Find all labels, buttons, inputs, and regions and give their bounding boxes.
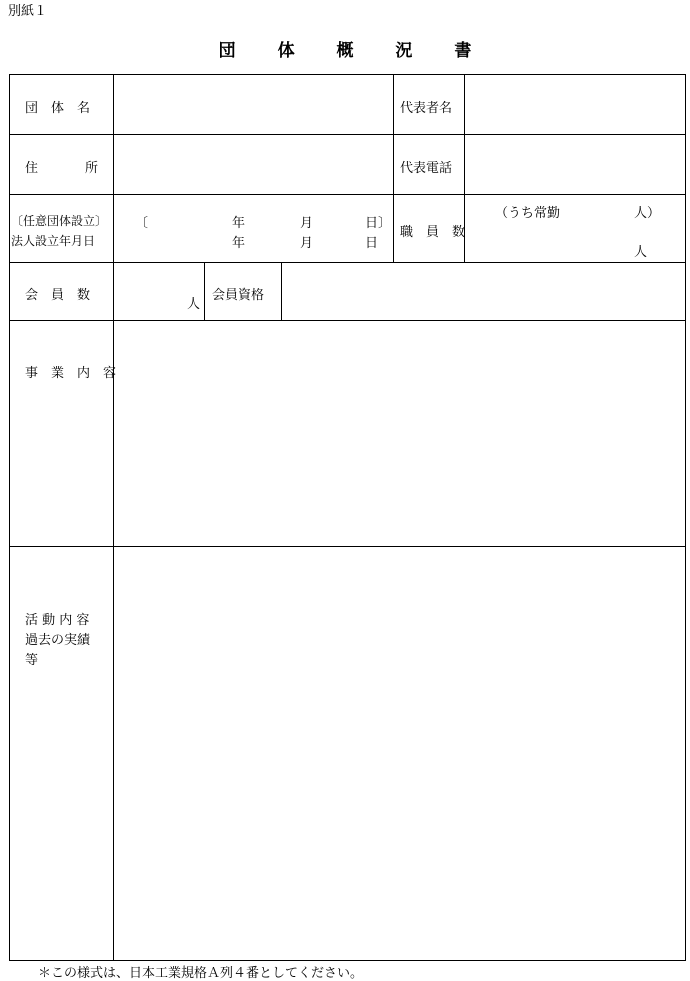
rep-phone-label: 代表電話 [400,161,453,176]
address-field[interactable] [115,136,392,193]
footnote: ＊この様式は、日本工業規格Ａ列４番としてください。 [38,966,364,981]
title-char: 団 [218,41,236,61]
year-label: 年 [232,216,246,231]
staff-count-label: 職 員 数 [400,225,466,240]
staff-unit: 人 [634,245,648,260]
day-bracket-close: 日〕 [365,216,392,231]
year-label: 年 [232,236,246,251]
member-qualification-field[interactable] [283,264,684,319]
activity-content-field[interactable] [115,548,684,959]
member-count-label: 会 員 数 [25,288,91,303]
representative-field[interactable] [466,76,684,133]
staff-fulltime-label: （うち常勤 [495,206,561,221]
staff-fulltime-unit: 人） [634,206,661,221]
representative-label: 代表者名 [400,101,453,116]
business-content-label: 事 業 内 容 [25,366,117,381]
member-unit: 人 [187,297,201,312]
title-char: 況 [395,41,413,61]
est-label-line2: 法人設立年月日 [11,234,96,248]
activity-label-line1: 活 動 内 容 [25,613,90,628]
business-content-field[interactable] [115,322,684,545]
title-char: 体 [277,41,295,61]
activity-label-line2: 過去の実績 [25,633,91,648]
address-label-char: 所 [85,161,99,176]
member-count-field[interactable] [115,264,203,319]
member-qualification-label: 会員資格 [212,288,265,303]
address-label-char: 住 [25,161,39,176]
title-char: 書 [454,41,472,61]
est-label-line1: 〔任意団体設立〕 [11,214,108,228]
group-name-label: 団 体 名 [25,101,91,116]
day-label: 日 [365,236,379,251]
rep-phone-field[interactable] [466,136,684,193]
activity-label-line3: 等 [25,653,39,668]
document-title [0,36,690,61]
group-name-field[interactable] [115,76,392,133]
date-bracket-open: 〔 [135,216,149,231]
month-label: 月 [300,236,314,251]
staff-count-field[interactable] [466,196,684,261]
title-char: 概 [336,41,354,61]
month-label: 月 [300,216,314,231]
establishment-date-field[interactable] [115,196,392,261]
attachment-label: 別紙１ [8,4,48,19]
